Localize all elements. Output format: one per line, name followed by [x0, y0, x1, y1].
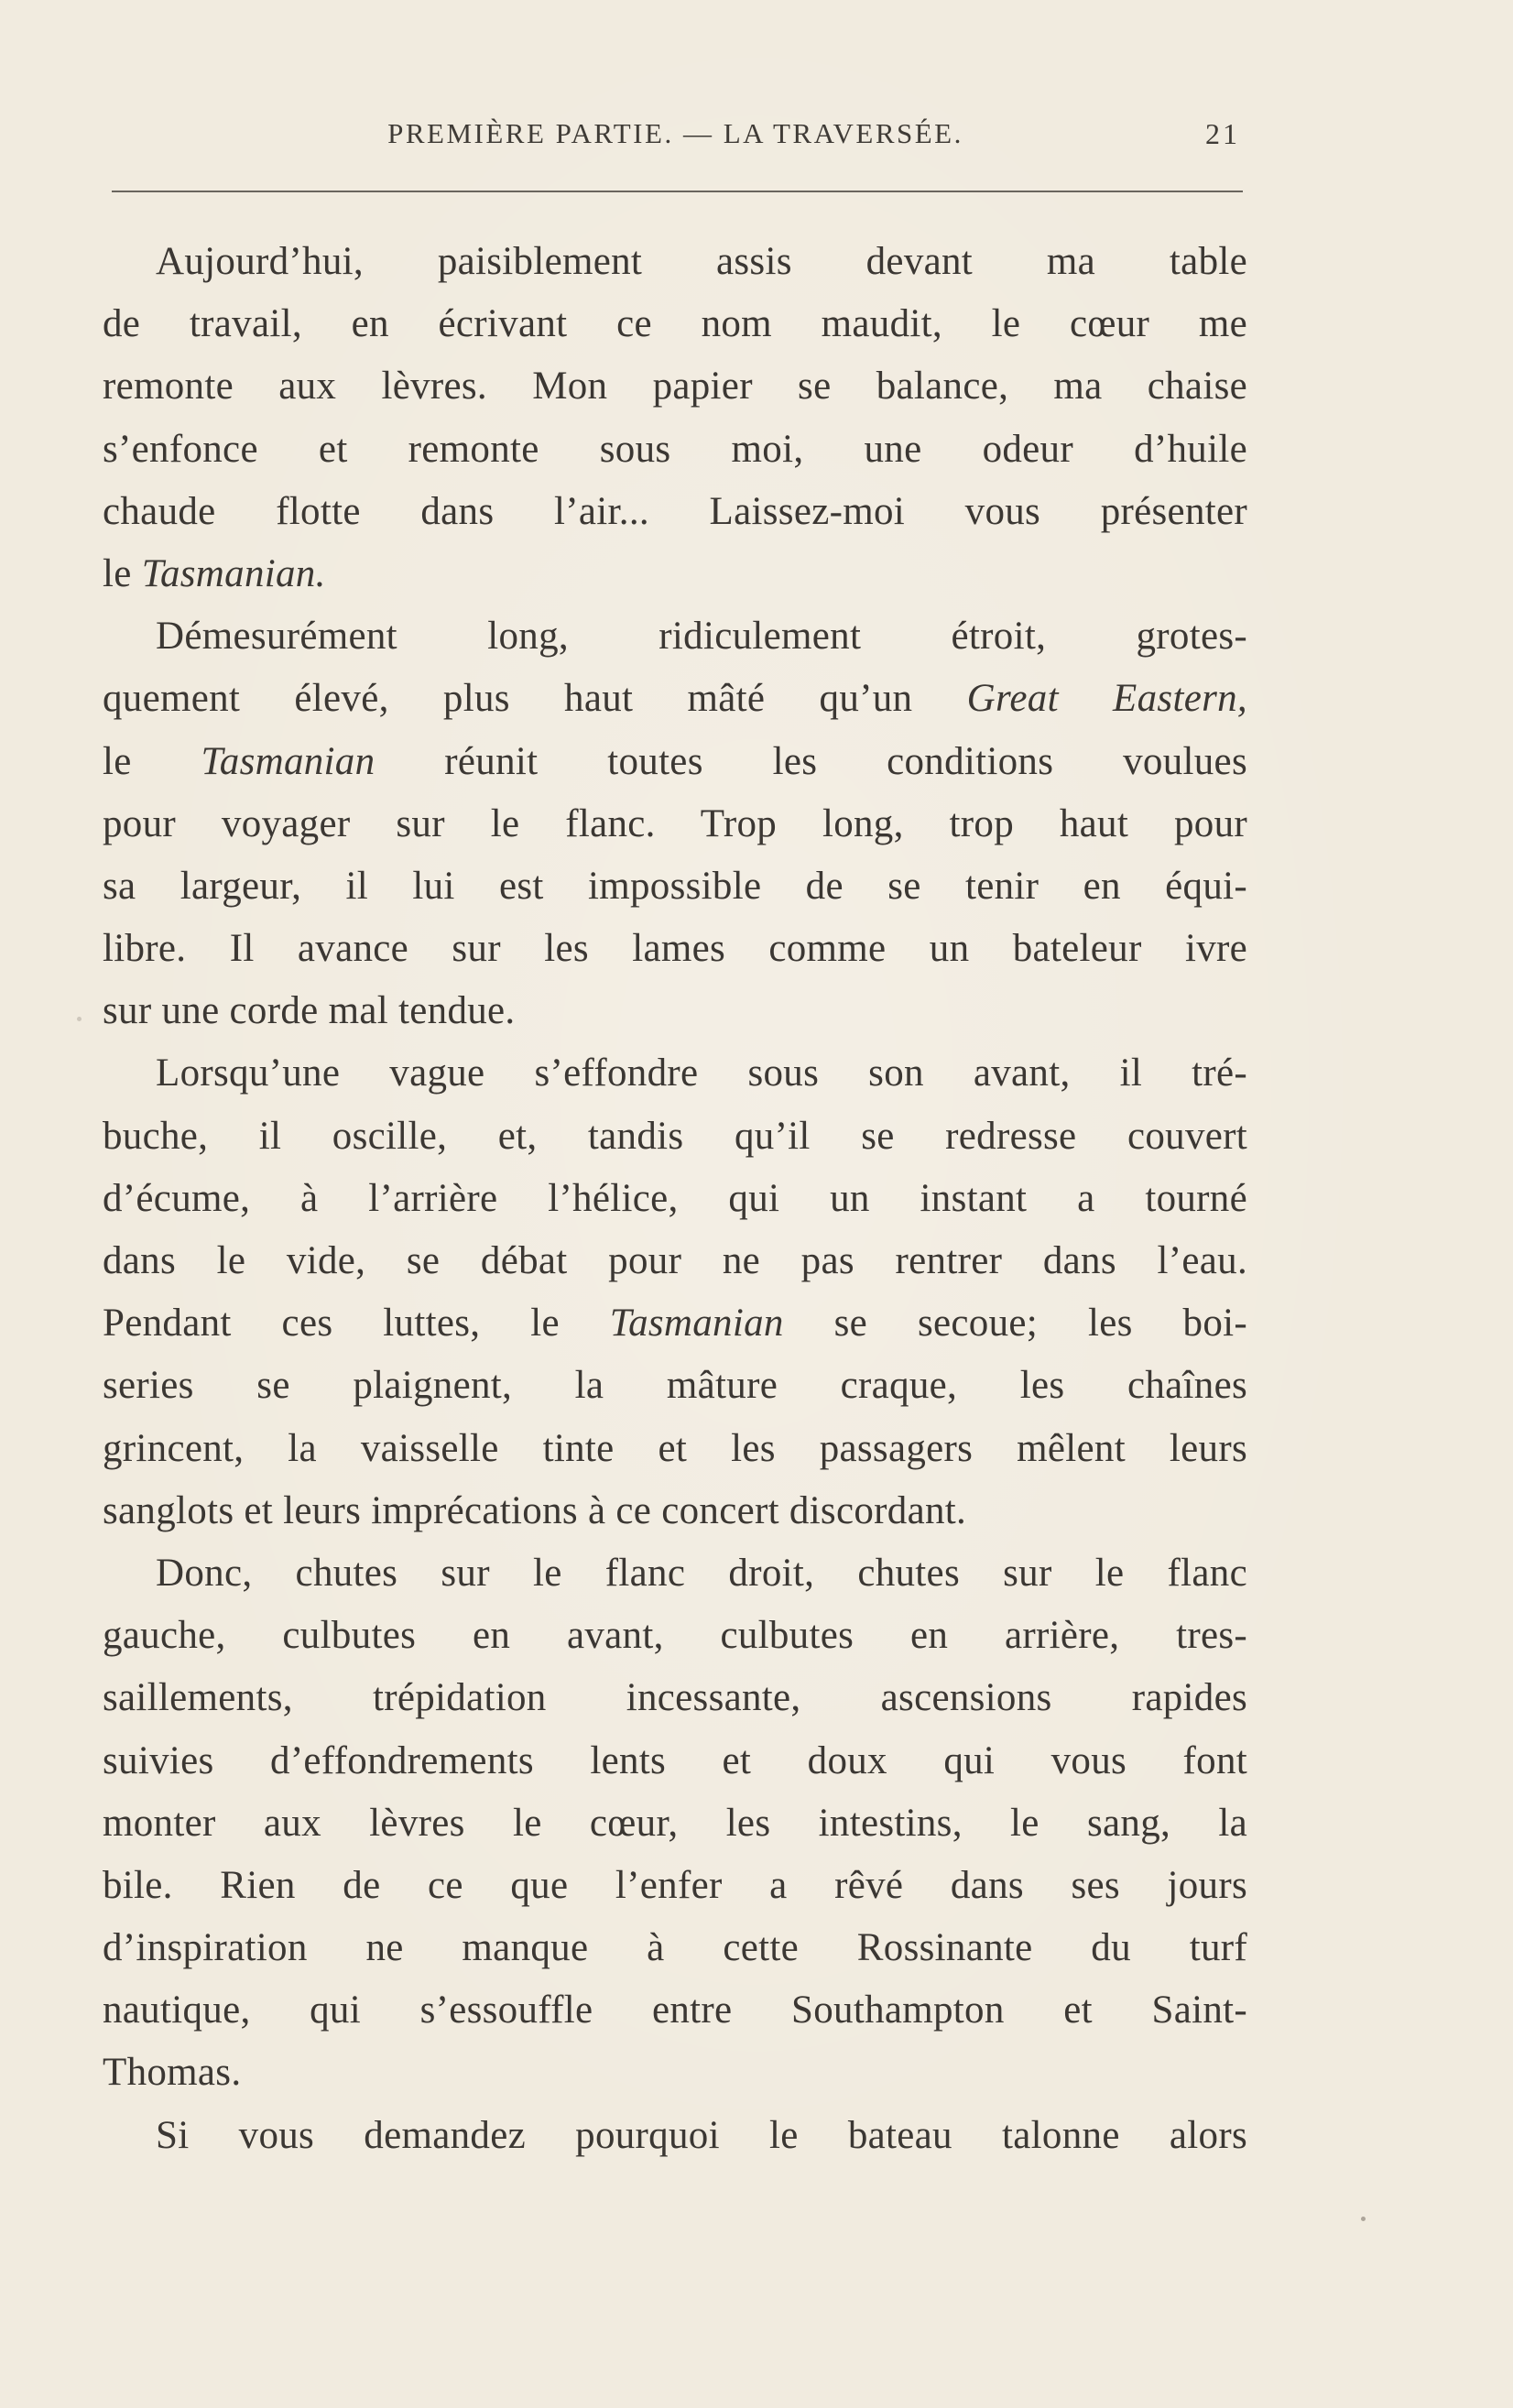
text-line: s’enfonce et remonte sous moi, une odeur d’huile	[103, 427, 1247, 471]
ship-name-italic: Tasmanian	[609, 1302, 784, 1346]
text-line: buche, il oscille, et, tandis qu’il se redresse couvert	[103, 1114, 1247, 1158]
text-fragment: le	[103, 551, 132, 595]
text-line: sanglots et leurs imprécations à ce concert discordant.	[103, 1488, 967, 1532]
text-line: gauche, culbutes en avant, culbutes en arrière, tres-	[103, 1614, 1247, 1658]
text-fragment: se secoue; les boi-	[833, 1302, 1247, 1346]
text-line: dans le vide, se débat pour ne pas rentrer dans l’eau.	[103, 1239, 1247, 1282]
text-line: suivies d’effondrements lents et doux qui vous font	[103, 1738, 1247, 1782]
text-fragment: le	[103, 739, 132, 783]
text-line: Thomas.	[103, 2051, 242, 2095]
text-line: pour voyager sur le flanc. Trop long, trop haut pour	[103, 801, 1247, 845]
text-line: sa largeur, il lui est impossible de se tenir en équi-	[103, 864, 1247, 908]
paper-speck	[77, 1017, 82, 1021]
text-line: bile. Rien de ce que l’enfer a rêvé dans ses jours	[103, 1863, 1247, 1907]
text-line	[103, 1292, 1247, 1355]
text-line	[103, 731, 1247, 793]
text-fragment: réunit toutes les conditions voulues	[444, 739, 1247, 783]
text-line: grincent, la vaisselle tinte et les passagers mêlent leurs	[103, 1426, 1247, 1470]
text-line	[103, 543, 1247, 605]
ship-name-italic: Great Eastern,	[966, 677, 1247, 721]
text-line: Aujourd’hui, paisiblement assis devant ma table	[156, 240, 1247, 283]
text-fragment: Pendant ces luttes, le	[103, 1302, 560, 1346]
text-line: saillements, trépidation incessante, ascensions rapides	[103, 1676, 1247, 1720]
page-header	[105, 117, 1246, 158]
text-line: d’écume, à l’arrière l’hélice, qui un instant a tourné	[103, 1176, 1247, 1220]
text-line: d’inspiration ne manque à cette Rossinante du turf	[103, 1926, 1247, 1970]
text-line: chaude flotte dans l’air... Laissez-moi vous présenter	[103, 489, 1247, 533]
ship-name-italic: Tasmanian	[201, 739, 376, 783]
text-line: Lorsqu’une vague s’effondre sous son avant, il tré-	[156, 1051, 1247, 1095]
text-line	[103, 668, 1247, 730]
text-line: sur une corde mal tendue.	[103, 989, 516, 1033]
body-text	[103, 231, 1247, 2167]
text-line: monter aux lèvres le cœur, les intestins, le sang, la	[103, 1801, 1247, 1845]
text-line: Donc, chutes sur le flanc droit, chutes sur le flanc	[156, 1551, 1247, 1595]
text-line: Démesurément long, ridiculement étroit, grotes-	[156, 615, 1247, 659]
page-number: 21	[1205, 117, 1240, 150]
text-line: de travail, en écrivant ce nom maudit, le cœur me	[103, 302, 1247, 346]
text-line: remonte aux lèvres. Mon papier se balance, ma chaise	[103, 365, 1247, 409]
running-head: PREMIÈRE PARTIE. — LA TRAVERSÉE.	[387, 117, 963, 149]
text-fragment: quement élevé, plus haut mâté qu’un	[103, 677, 913, 721]
text-line: libre. Il avance sur les lames comme un bateleur ivre	[103, 927, 1247, 971]
text-line: Si vous demandez pourquoi le bateau talonne alors	[156, 2113, 1247, 2157]
text-line: nautique, qui s’essouffle entre Southampton et Saint-	[103, 1989, 1247, 2032]
header-rule	[112, 191, 1243, 192]
paper-speck	[1361, 2217, 1366, 2221]
text-line: series se plaignent, la mâture craque, les chaînes	[103, 1364, 1247, 1408]
ship-name-italic: Tasmanian.	[141, 551, 326, 595]
